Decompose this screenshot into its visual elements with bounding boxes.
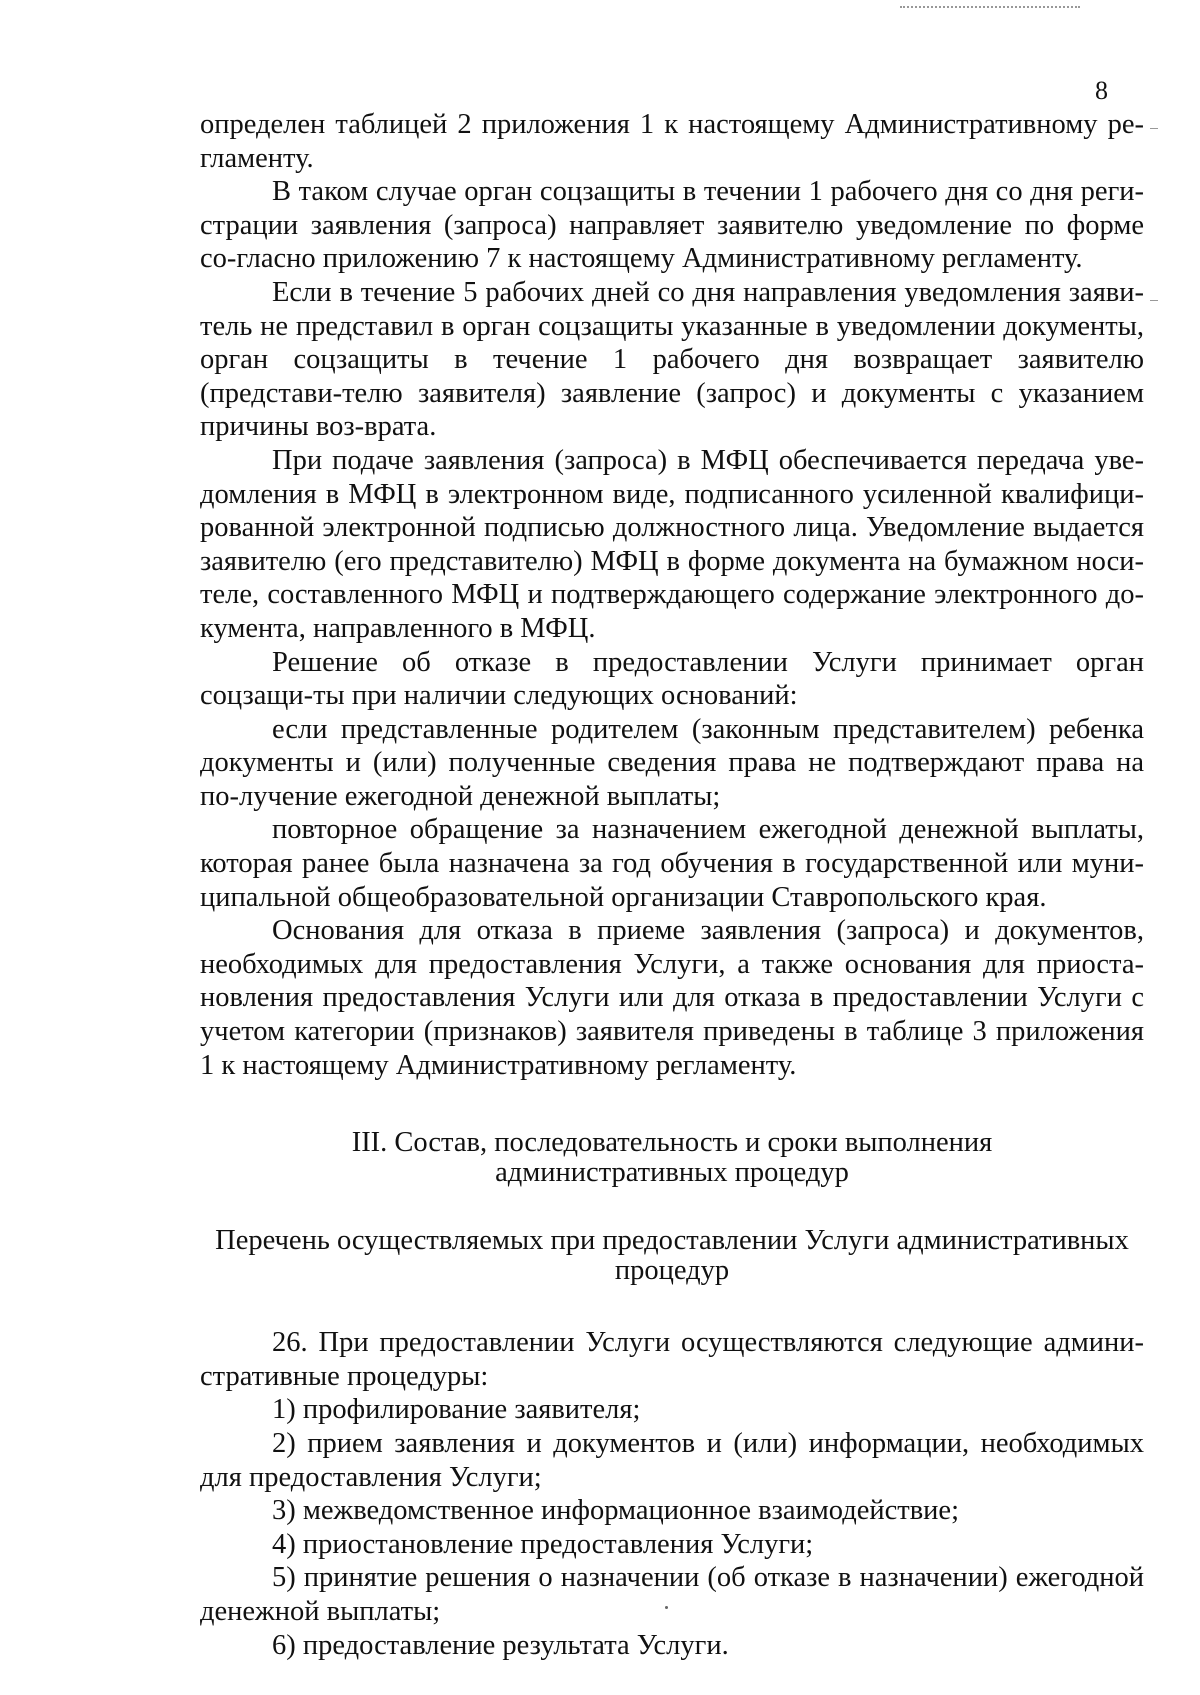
paragraph-continuation: определен таблицей 2 приложения 1 к настоящему Административному ре-гламенту. [200, 109, 1144, 174]
section-heading [200, 1128, 1144, 1188]
procedure-item: 6) предоставление результата Услуги. [272, 1629, 729, 1661]
section-heading-line: административных процедур [495, 1157, 849, 1189]
subsection-heading [200, 1226, 1144, 1286]
clause-26-intro: 26. При предоставлении Услуги осуществляются следующие админи-стративные процедуры: [200, 1327, 1144, 1392]
paragraph-refusal-ground-2: повторное обращение за назначением ежегодной денежной выплаты, которая ранее была назначена за год обучения в государственной или муни-ципальной общеобразовательной организации Ставропольского края. [200, 814, 1144, 913]
section-heading-line: III. Состав, последовательность и сроки выполнения [351, 1127, 993, 1159]
paragraph-grounds-reference: Основания для отказа в приеме заявления (запроса) и документов, необходимых для предоставления Услуги, а также основания для приоста-новления предоставления Услуги или для отказа в предоставлении Услуги с учетом категории (признаков) заявителя приведены в таблице 3 приложения 1 к настоящему Административному регламенту. [200, 915, 1144, 1081]
procedure-item: 5) принятие решения о назначении (об отказе в назначении) ежегодной денежной выплаты; [200, 1562, 1144, 1627]
document-body [200, 108, 1144, 1662]
page-number: 8 [1095, 76, 1108, 105]
paragraph-return-documents: Если в течение 5 рабочих дней со дня направления уведомления заяви-тель не представил в орган соцзащиты указанные в уведомлении документы, орган соцзащиты в течение 1 рабочего дня возвращает заявителю (представи-телю заявителя) заявление (запрос) и документы с указанием причины воз-врата. [200, 276, 1144, 443]
procedure-item: 2) прием заявления и документов и (или) информации, необходимых для предоставления Услуги; [200, 1428, 1144, 1493]
subsection-heading-line: процедур [614, 1255, 730, 1287]
procedure-item: 3) межведомственное информационное взаимодействие; [272, 1495, 959, 1527]
procedure-item: 4) приостановление предоставления Услуги; [272, 1528, 814, 1560]
scan-artifact-dot [665, 1606, 668, 1609]
paragraph-notification: В таком случае орган соцзащиты в течении 1 рабочего дня со дня реги-страции заявления (запроса) направляет заявителю уведомление по форме со-гласно приложению 7 к настоящему Административному регламенту. [200, 176, 1144, 275]
margin-mark [1150, 128, 1158, 129]
scan-artifact-top [900, 0, 1080, 8]
procedure-item: 1) профилирование заявителя; [272, 1394, 641, 1426]
paragraph-mfc-notification: При подаче заявления (запроса) в МФЦ обеспечивается передача уве-домления в МФЦ в электронном виде, подписанного усиленной квалифици-рованной электронной подписью должностного лица. Уведомление выдается заявителю (его представителю) МФЦ в форме документа на бумажном носи-теле, составленного МФЦ и подтверждающего содержание электронного до-кумента, направленного в МФЦ. [200, 444, 1144, 644]
paragraph-refusal-ground-1: если представленные родителем (законным представителем) ребенка документы и (или) полученные сведения права не подтверждают права на по-лучение ежегодной денежной выплаты; [200, 713, 1144, 812]
margin-mark [1150, 300, 1158, 301]
subsection-heading-line: Перечень осуществляемых при предоставлении Услуги административных [215, 1225, 1129, 1257]
paragraph-refusal-decision: Решение об отказе в предоставлении Услуги принимает орган соцзащи-ты при наличии следующих оснований: [200, 646, 1144, 712]
